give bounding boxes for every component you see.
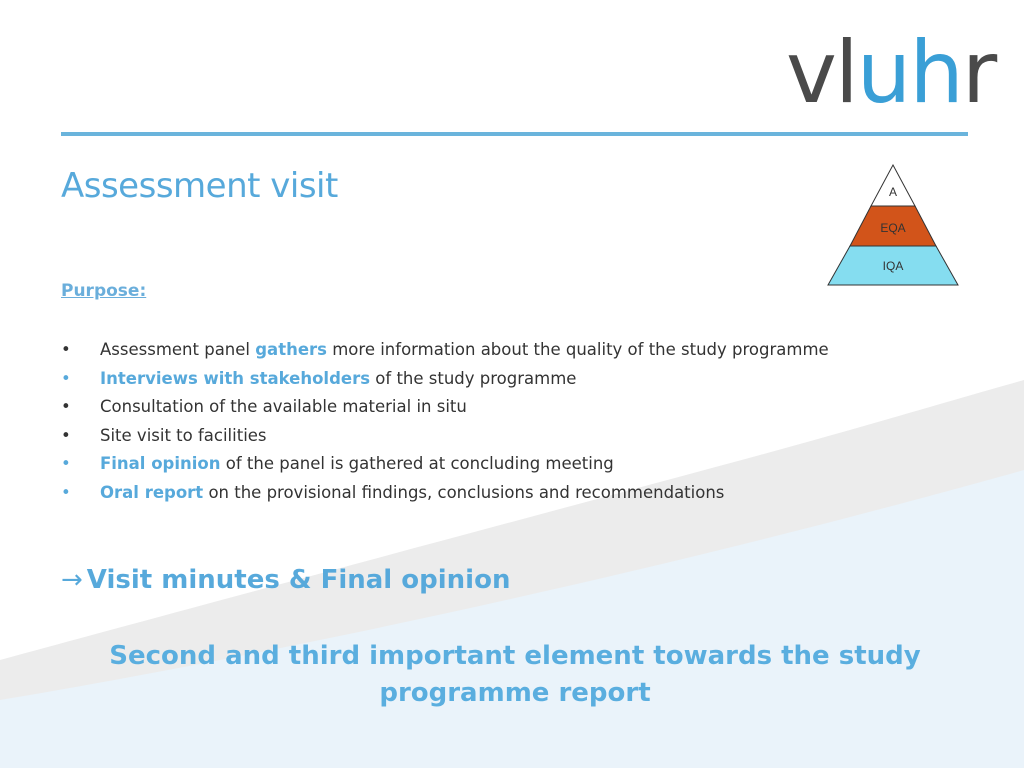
pyramid-label-a: A [888,185,898,199]
header-divider [61,132,968,136]
list-item: • Interviews with stakeholders of the study programme [61,365,829,394]
quality-pyramid-diagram [826,164,960,286]
list-item: • Consultation of the available material in situ [61,393,829,422]
bullet-marker: • [61,397,71,417]
visit-minutes-callout: → Visit minutes & Final opinion [61,565,511,595]
list-item: • Assessment panel gathers more information about the quality of the study programme [61,336,829,365]
vluhr-logo: vluhr [786,23,996,123]
list-item: • Final opinion of the panel is gathered at concluding meeting [61,450,829,479]
conclusion-statement: Second and third important element towards the study programme report [109,641,921,708]
list-item: • Site visit to facilities [61,422,829,451]
pyramid-label-iqa: IQA [882,259,904,273]
bullet-marker: • [61,454,71,474]
pyramid-label-eqa: EQA [880,221,906,235]
bullet-marker: • [61,482,71,502]
bullet-marker: • [61,425,71,445]
purpose-heading: Purpose: [61,281,147,301]
bullet-marker: • [61,368,71,388]
list-item: • Oral report on the provisional findings, conclusions and recommendations [61,479,829,508]
right-arrow-icon: → [61,565,83,595]
bullet-marker: • [61,340,71,359]
purpose-list [61,336,829,508]
page-title: Assessment visit [61,166,338,206]
